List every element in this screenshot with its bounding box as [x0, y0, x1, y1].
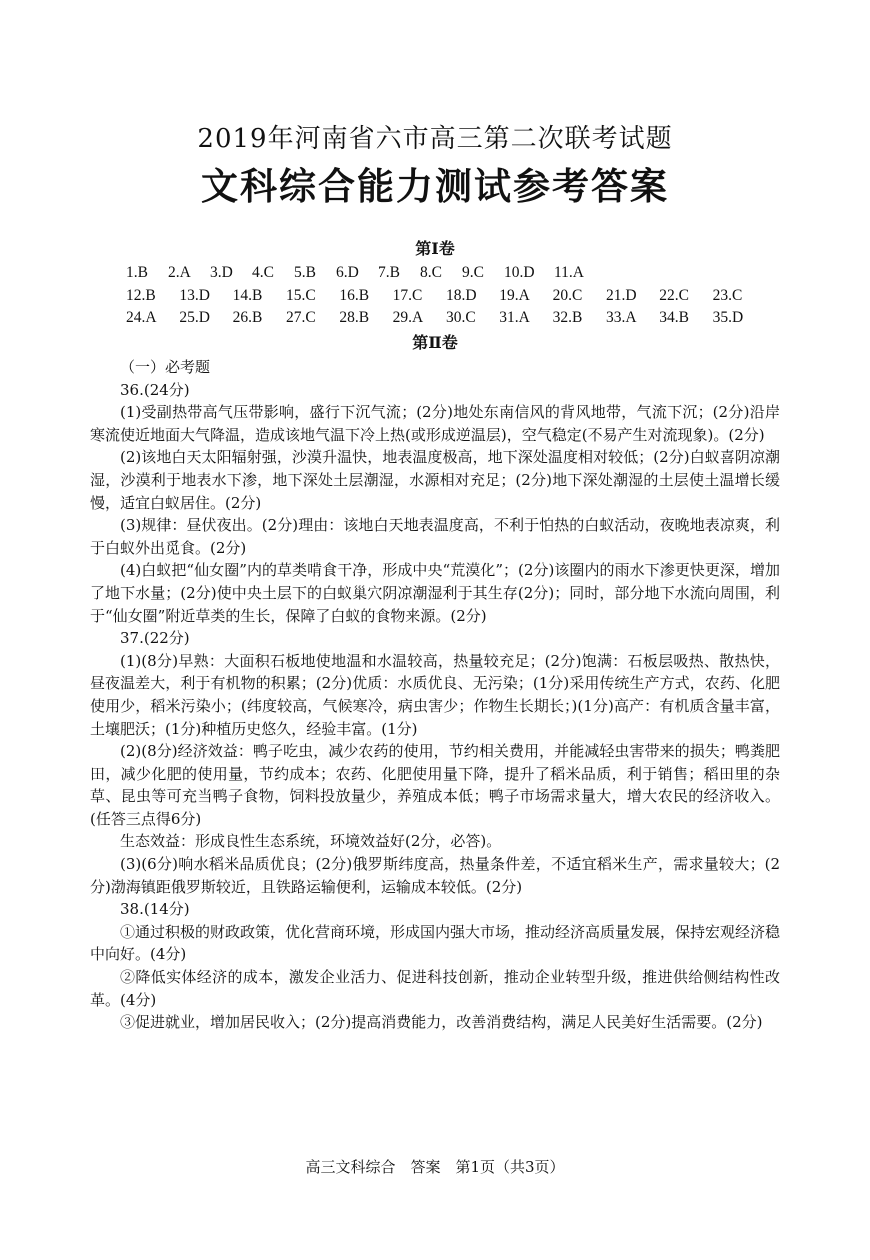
answer-item: 24.A: [126, 309, 157, 326]
answer-item: 27.C: [285, 309, 316, 326]
answer-item: 3.D: [210, 264, 233, 281]
answer-paragraph: (2)(8分)经济效益：鸭子吃虫，减少农药的使用，节约相关费用，并能减轻虫害带来的损失；鸭粪肥田，减少化肥的使用量，节约成本；农药、化肥使用量下降，提升了稻米品质，利于销售；稻田里的杂草、昆虫等可充当鸭子食物，饲料投放量少，养殖成本低；鸭子市场需求量大，增大农民的经济收入。(任答三点得6分): [90, 742, 780, 828]
answer-item: 33.A: [605, 309, 637, 326]
answer-item: 6.D: [336, 264, 359, 281]
answer-item: 26.B: [232, 309, 263, 326]
answer-paragraph: ③促进就业，增加居民收入；(2分)提高消费能力，改善消费结构，满足人民美好生活需要。(2分): [120, 1013, 763, 1032]
answer-item: 23.C: [712, 286, 743, 304]
part1-heading: 第Ⅰ卷: [415, 239, 455, 258]
answer-item: 9.C: [462, 264, 484, 281]
answer-row: [126, 262, 766, 285]
answer-row: [126, 307, 766, 330]
part2-heading: 第Ⅱ卷: [412, 333, 458, 352]
answer-item: 22.C: [659, 286, 689, 304]
answer-paragraph: (3)规律：昼伏夜出。(2分)理由：该地白天地表温度高，不利于怕热的白蚁活动，夜晚地表凉爽，利于白蚁外出觅食。(2分): [90, 516, 780, 557]
answer-row: [126, 285, 766, 308]
answer-item: 10.D: [504, 264, 535, 281]
answer-item: 31.A: [499, 309, 530, 326]
answer-paragraph: (1)(8分)早熟：大面积石板地使地温和水温较高，热量较充足；(2分)饱满：石板层吸热、散热快，昼夜温差大，利于有机物的积累；(2分)优质：水质优良、无污染；(1分)采用传统生产方式，农药、化肥使用少，稻米污染小；(纬度较高，气候寒冷，病虫害少；作物生长期长；)(1分)高产：有机质含量丰富，土壤肥沃；(1分)种植历史悠久，经验丰富。(1分): [90, 651, 780, 738]
section-label: （一）必考题: [120, 358, 211, 376]
answer-item: 34.B: [659, 309, 689, 326]
answer-paragraph: 生态效益：形成良性生态系统，环境效益好(2分，必答)。: [120, 832, 502, 851]
answer-paragraph: (3)(6分)响水稻米品质优良；(2分)俄罗斯纬度高，热量条件差，不适宜稻米生产，需求量较大；(2分)渤海镇距俄罗斯较近，且铁路运输便利，运输成本较低。(2分): [90, 855, 780, 896]
answer-item: 29.A: [392, 309, 424, 326]
question-number: 36.(24分): [120, 380, 190, 399]
exam-title: 2019年河南省六市高三第二次联考试题: [197, 124, 673, 154]
answer-item: 4.C: [252, 264, 274, 281]
answer-item: 30.C: [445, 309, 476, 326]
part2-body: [90, 356, 780, 1034]
answer-item: 5.B: [294, 264, 316, 281]
answer-item: 25.D: [179, 309, 210, 326]
answer-item: 15.C: [285, 286, 316, 304]
page-footer: 高三文科综合 答案 第1页（共3页）: [305, 1158, 565, 1176]
answer-item: 28.B: [339, 309, 370, 326]
answer-paragraph: (2)该地白天太阳辐射强，沙漠升温快，地表温度极高，地下深处温度相对较低；(2分)白蚁喜阴凉潮湿，沙漠利于地表水下渗，地下深处土层潮湿，水源相对充足；(2分)地下深处潮湿的土层使土温增长缓慢，适宜白蚁居住。(2分): [90, 448, 780, 512]
answer-item: 14.B: [232, 286, 263, 304]
answer-paragraph: (1)受副热带高气压带影响，盛行下沉气流；(2分)地处东南信风的背风地带，气流下沉；(2分)沿岸寒流使近地面大气降温，造成该地气温下冷上热(或形成逆温层)，空气稳定(不易产生对流现象)。(2分): [90, 403, 780, 444]
answer-item: 1.B: [126, 264, 148, 281]
answer-paragraph: ①通过积极的财政政策，优化营商环境，形成国内强大市场，推动经济高质量发展，保持宏观经济稳中向好。(4分): [90, 922, 781, 964]
answer-paragraph: (4)白蚁把“仙女圈”内的草类啃食干净，形成中央“荒漠化”；(2分)该圈内的雨水下渗更快更深，增加了地下水量；(2分)使中央土层下的白蚁巢穴阴凉潮湿利于其生存(2分)；同时，部分地下水流向周围，利于“仙女圈”附近草类的生长，保障了白蚁的食物来源。(2分): [90, 561, 780, 625]
answer-key-title: 文科综合能力测试参考答案: [201, 164, 669, 208]
question-number: 37.(22分): [120, 629, 190, 648]
answer-item: 35.D: [712, 309, 744, 326]
answer-item: 17.C: [392, 286, 423, 304]
question-number: 38.(14分): [120, 900, 190, 919]
answer-item: 19.A: [499, 286, 530, 304]
answer-item: 20.C: [552, 286, 583, 304]
answer-item: 18.D: [445, 286, 477, 304]
answer-item: 2.A: [168, 264, 191, 281]
answer-item: 12.B: [126, 286, 156, 304]
answer-item: 7.B: [378, 264, 400, 281]
answer-paragraph: ②降低实体经济的成本，激发企业活力、促进科技创新，推动企业转型升级，推进供给侧结构性改革。(4分): [90, 968, 780, 1009]
answer-item: 16.B: [339, 286, 370, 304]
answer-item: 13.D: [179, 286, 210, 304]
answer-item: 32.B: [552, 309, 583, 326]
answer-item: 8.C: [420, 264, 442, 281]
multiple-choice-answers: [126, 262, 766, 330]
answer-item: 21.D: [605, 286, 637, 304]
answer-item: 11.A: [554, 264, 584, 281]
